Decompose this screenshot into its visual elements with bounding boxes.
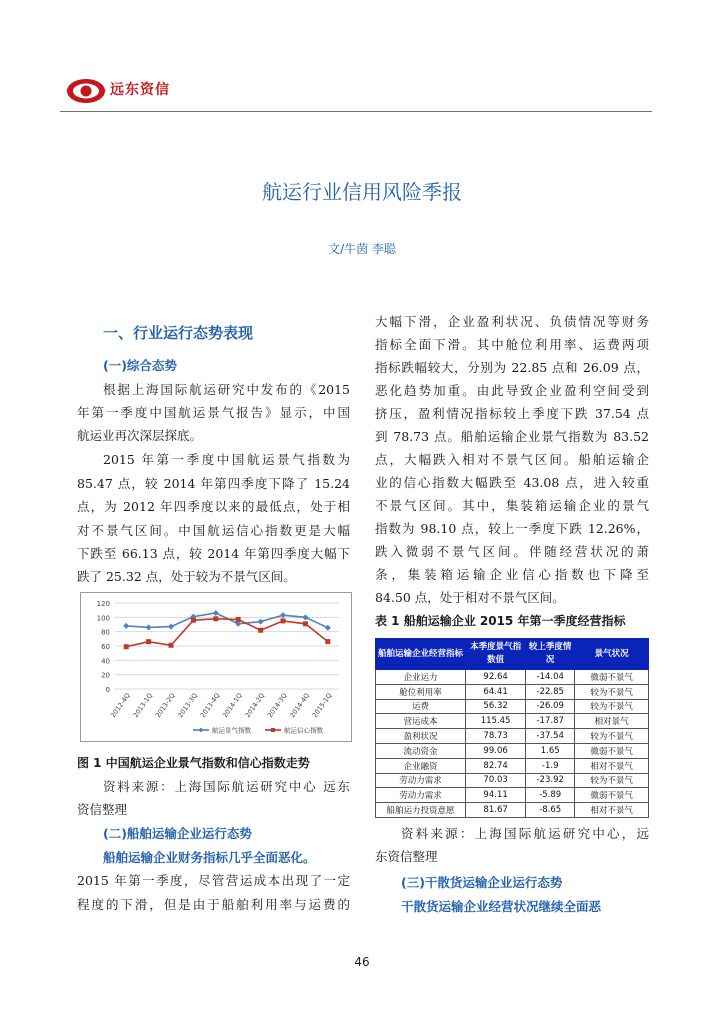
data-point <box>303 621 308 626</box>
table-cell: 船舶运力投资意愿 <box>376 803 466 818</box>
table-row <box>376 714 649 729</box>
paragraph-line: 下跌至 66.13 点，较 2014 年第四季度大幅下 <box>77 546 350 561</box>
table-cell: 微弱不景气 <box>575 743 649 758</box>
paragraph-line: 恶化趋势加重。由此导致企业盈利空间受到 <box>375 383 649 398</box>
table-row <box>376 803 649 818</box>
column-header: 本季度景气指数值 <box>466 639 526 670</box>
figure-caption: 图 1 中国航运企业景气指数和信心指数走势 <box>77 756 310 770</box>
y-tick-label: 80 <box>101 628 110 637</box>
data-point <box>146 624 152 630</box>
table-cell: -5.89 <box>526 788 575 803</box>
table-cell: 企业运力 <box>376 670 466 685</box>
paragraph-line: 2015 年第一季度，尽管营运成本出现了一定 <box>77 873 350 888</box>
data-point <box>146 639 151 644</box>
table-cell: 1.65 <box>526 743 575 758</box>
paragraph-line: 85.47 点，较 2014 年第四季度下降了 15.24 <box>77 476 350 491</box>
operating-indicators-table <box>375 638 649 818</box>
table-row <box>376 758 649 773</box>
x-tick-label: 2013-3Q <box>176 691 200 720</box>
table-cell: 劳动力需求 <box>376 773 466 788</box>
legend-marker <box>271 728 275 732</box>
table-cell: 较为不景气 <box>575 729 649 744</box>
page-number: 46 <box>354 955 370 969</box>
x-tick-label: 2013-1Q <box>131 691 155 720</box>
table-cell: -17.87 <box>526 714 575 729</box>
legend-label: 航运景气指数 <box>212 726 251 735</box>
table-source: 东资信整理 <box>375 849 438 864</box>
data-point <box>325 639 330 644</box>
paragraph-line: 跌了 25.32 点，处于较为不景气区间。 <box>77 569 296 584</box>
figure-source: 资信整理 <box>77 802 128 817</box>
table-cell: -14.04 <box>526 670 575 685</box>
figure-source: 资料来源：上海国际航运研究中心 远东 <box>103 779 350 794</box>
article-title: 航运行业信用风险季报 <box>262 180 462 204</box>
table-cell: 92.64 <box>466 670 526 685</box>
paragraph-line: 条，集装箱运输企业信心指数也下降至 <box>375 567 649 582</box>
y-tick-label: 0 <box>105 686 110 694</box>
data-point <box>213 616 218 621</box>
brand-logo-icon <box>64 76 108 106</box>
data-point <box>302 614 308 620</box>
paragraph-line: 大幅下滑，企业盈利状况、负债情况等财务 <box>375 314 649 329</box>
table-cell: 舱位利用率 <box>376 684 466 699</box>
data-point <box>281 618 286 623</box>
table-cell: -8.65 <box>526 803 575 818</box>
line-chart <box>81 593 351 741</box>
table-cell: 运费 <box>376 699 466 714</box>
column-header: 景气状况 <box>575 639 649 670</box>
paragraph-line: 到 78.73 点。船舶运输企业景气指数为 83.52 <box>375 429 649 444</box>
paragraph-line: 2015 年第一季度中国航运景气指数为 <box>103 452 350 467</box>
table-cell: 81.67 <box>466 803 526 818</box>
table-row <box>376 684 649 699</box>
data-point <box>169 643 174 648</box>
column-header: 船舶运输企业经营指标 <box>376 639 466 670</box>
paragraph-line: 指数为 98.10 点，较上一季度下跌 12.26%， <box>375 521 649 536</box>
table-source: 资料来源：上海国际航运研究中心，远 <box>401 826 649 841</box>
data-point <box>325 625 331 631</box>
table-cell: 企业融资 <box>376 758 466 773</box>
table-cell: 盈利状况 <box>376 729 466 744</box>
data-point <box>168 624 174 630</box>
paragraph-line: 点，为 2012 年四季度以来的最低点，处于相 <box>77 499 350 514</box>
data-point <box>123 623 129 629</box>
data-point <box>258 619 264 625</box>
paragraph-line: 指标全面下滑。其中舱位利用率、运费两项 <box>375 337 649 352</box>
paragraph-line: 年第一季度中国航运景气报告》显示，中国 <box>77 405 350 420</box>
subsection-heading: (二)船舶运输企业运行态势 <box>103 826 252 841</box>
x-tick-label: 2012-4Q <box>109 691 132 720</box>
x-tick-label: 2013-4Q <box>198 691 222 720</box>
table-row <box>376 788 649 803</box>
legend-label: 航运信心指数 <box>284 726 323 735</box>
series-line <box>126 619 328 647</box>
x-tick-label: 2014-4Q <box>288 691 312 720</box>
table-cell: -37.54 <box>526 729 575 744</box>
table-cell: 82.74 <box>466 758 526 773</box>
table-cell: 64.41 <box>466 684 526 699</box>
paragraph-line: 业的信心指数大幅跌至 43.08 点，进入较重 <box>375 475 649 490</box>
table-cell: 115.45 <box>466 714 526 729</box>
table-row <box>376 699 649 714</box>
paragraph-lead: 船舶运输企业财务指标几乎全面恶化。 <box>103 850 316 865</box>
table-cell: 流动资金 <box>376 743 466 758</box>
line-chart-frame <box>80 592 352 742</box>
table-cell: 相对景气 <box>575 714 649 729</box>
table-header-row <box>376 639 649 670</box>
paragraph-line: 对不景气区间。中国航运信心指数更是大幅 <box>77 523 350 538</box>
table-cell: 78.73 <box>466 729 526 744</box>
data-point <box>258 628 263 633</box>
paragraph-line: 点，大幅跌入相对不景气区间。船舶运输企 <box>375 452 649 467</box>
y-tick-label: 100 <box>96 614 110 623</box>
x-tick-label: 2015-1Q <box>310 691 334 720</box>
paragraph-line: 挤压，盈利情况指标较上季度下跌 37.54 点 <box>375 406 649 421</box>
article-author: 文/牛茵 李聪 <box>328 242 396 256</box>
header-divider <box>60 111 652 112</box>
brand-name: 远东资信 <box>110 82 170 98</box>
x-tick-label: 2013-2Q <box>153 691 177 720</box>
table-cell: 较为不景气 <box>575 773 649 788</box>
table-cell: 70.03 <box>466 773 526 788</box>
table-cell: 微弱不景气 <box>575 788 649 803</box>
table-cell: 94.11 <box>466 788 526 803</box>
paragraph-line: 程度的下滑，但是由于船舶利用率与运费的 <box>77 897 350 912</box>
table-cell: -26.09 <box>526 699 575 714</box>
paragraph-line: 根据上海国际航运研究中发布的《2015 <box>103 382 350 397</box>
paragraph-lead: 干散货运输企业经营状况继续全面恶 <box>401 899 602 914</box>
x-tick-label: 2014-1Q <box>221 691 244 720</box>
table-cell: 微弱不景气 <box>575 670 649 685</box>
series-line <box>126 613 328 628</box>
table-cell: -1.9 <box>526 758 575 773</box>
x-tick-label: 2014-2Q <box>243 691 267 720</box>
table-cell: 劳动力需求 <box>376 788 466 803</box>
section-heading: 一、行业运行态势表现 <box>103 324 254 342</box>
table-cell: 相对不景气 <box>575 758 649 773</box>
y-tick-label: 60 <box>101 643 110 651</box>
column-header: 较上季度情况 <box>526 639 575 670</box>
table-cell: -22.85 <box>526 684 575 699</box>
table-cell: 营运成本 <box>376 714 466 729</box>
paragraph-line: 不景气区间。其中，集装箱运输企业的景气 <box>375 498 649 513</box>
subsection-heading: (一)综合态势 <box>103 358 177 373</box>
y-tick-label: 20 <box>101 671 110 680</box>
paragraph-line: 航运业再次深层探底。 <box>77 428 203 443</box>
table-cell: 较为不景气 <box>575 699 649 714</box>
legend-marker <box>199 728 204 733</box>
data-point <box>213 610 219 616</box>
subsection-heading: (三)干散货运输企业运行态势 <box>401 875 563 890</box>
table-cell: 56.32 <box>466 699 526 714</box>
paragraph-line: 84.50 点，处于相对不景气区间。 <box>375 590 565 605</box>
data-point <box>236 617 241 622</box>
table-row <box>376 729 649 744</box>
table-row <box>376 670 649 685</box>
table-row <box>376 743 649 758</box>
table-cell: 99.06 <box>466 743 526 758</box>
table-cell: 相对不景气 <box>575 803 649 818</box>
table-row <box>376 773 649 788</box>
table-cell: 较为不景气 <box>575 684 649 699</box>
y-tick-label: 40 <box>101 657 110 666</box>
paragraph-line: 跌入微弱不景气区间。伴随经营状况的萧 <box>375 544 649 559</box>
table-caption: 表 1 船舶运输企业 2015 年第一季度经营指标 <box>375 614 626 628</box>
data-point <box>191 618 196 623</box>
paragraph-line: 指标跌幅较大，分别为 22.85 点和 26.09 点， <box>375 360 649 375</box>
table-cell: -23.92 <box>526 773 575 788</box>
y-tick-label: 120 <box>96 600 110 608</box>
data-point <box>124 644 129 649</box>
x-tick-label: 2014-3Q <box>265 691 289 720</box>
